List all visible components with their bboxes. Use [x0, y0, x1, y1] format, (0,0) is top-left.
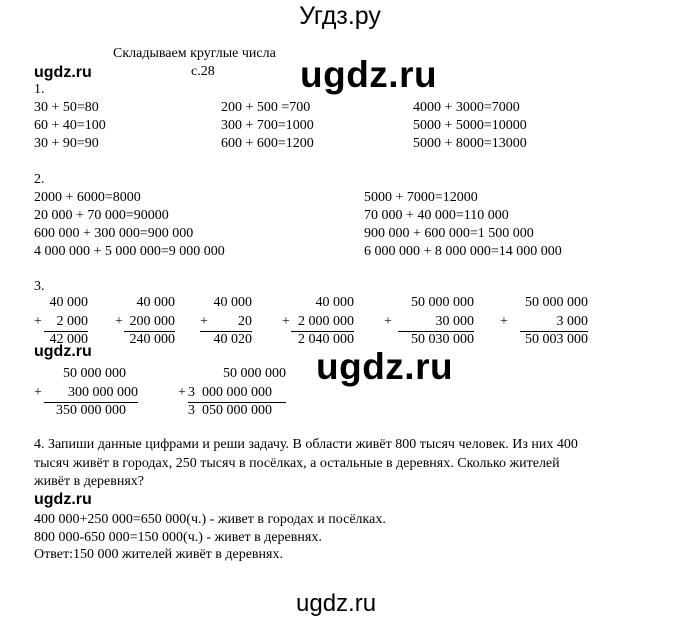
watermark-small: ugdz.ru	[34, 64, 92, 81]
addend: 3 000 000 000	[188, 384, 286, 403]
addend: 40 000	[315, 295, 354, 310]
watermark-bottom: ugdz.ru	[296, 590, 377, 617]
addend: 50 000 000	[411, 295, 474, 310]
task2-cell: 600 000 + 300 000=900 000	[34, 226, 194, 241]
sum: 42 000	[49, 332, 88, 347]
sum: 40 020	[213, 332, 252, 347]
addend: 2 000	[44, 313, 88, 332]
plus-sign: +	[178, 385, 186, 400]
task1-cell: 4000 + 3000=7000	[413, 100, 520, 115]
lesson-title: Складываем круглые числа	[113, 46, 276, 61]
plus-sign: +	[500, 314, 508, 329]
task2-cell: 4 000 000 + 5 000 000=9 000 000	[34, 244, 225, 259]
task4-solution-line: 400 000+250 000=650 000(ч.) - живет в городах и посёлках.	[34, 512, 386, 527]
addend: 3 000	[520, 313, 588, 332]
addend: 20	[200, 313, 252, 332]
watermark-big: ugdz.ru	[300, 54, 438, 95]
task1-cell: 60 + 40=100	[34, 118, 106, 133]
sum: 240 000	[129, 332, 175, 347]
task2-cell: 2000 + 6000=8000	[34, 190, 141, 205]
addend: 200 000	[124, 313, 175, 332]
addend: 40 000	[136, 295, 175, 310]
page-number: с.28	[191, 64, 215, 79]
task1-cell: 600 + 600=1200	[221, 136, 314, 151]
task2-number: 2.	[34, 172, 45, 187]
watermark-small: ugdz.ru	[34, 491, 92, 508]
task1-cell: 5000 + 8000=13000	[413, 136, 527, 151]
addend: 50 000 000	[525, 295, 588, 310]
addend: 40 000	[49, 295, 88, 310]
sum: 50 030 000	[411, 332, 474, 347]
addend: 50 000 000	[63, 366, 126, 381]
task1-cell: 5000 + 5000=10000	[413, 118, 527, 133]
task1-cell: 30 + 90=90	[34, 136, 99, 151]
task1-cell: 200 + 500 =700	[221, 100, 311, 115]
task2-cell: 20 000 + 70 000=90000	[34, 208, 169, 223]
sum: 350 000 000	[56, 403, 126, 418]
watermark-big: ugdz.ru	[316, 346, 454, 387]
task2-cell: 900 000 + 600 000=1 500 000	[364, 226, 534, 241]
task4-text-line: живёт в деревнях?	[34, 474, 145, 489]
plus-sign: +	[200, 314, 208, 329]
addend: 40 000	[213, 295, 252, 310]
task4-text-line: 4. Запиши данные цифрами и реши задачу. В области живёт 800 тысяч человек. Из них 400	[34, 437, 578, 452]
task1-number: 1.	[34, 82, 45, 97]
task4-solution-line: 800 000-650 000=150 000(ч.) - живет в деревнях.	[34, 530, 322, 545]
addend: 2 000 000	[291, 313, 354, 332]
plus-sign: +	[384, 314, 392, 329]
task4-answer: Ответ:150 000 жителей живёт в деревнях.	[34, 547, 283, 562]
plus-sign: +	[115, 314, 123, 329]
task2-cell: 5000 + 7000=12000	[364, 190, 478, 205]
sum: 50 003 000	[525, 332, 588, 347]
sum: 2 040 000	[298, 332, 354, 347]
addend: 50 000 000	[223, 366, 286, 381]
addend: 300 000 000	[44, 384, 138, 403]
task3-number: 3.	[34, 279, 45, 294]
task2-cell: 70 000 + 40 000=110 000	[364, 208, 509, 223]
addend: 30 000	[398, 313, 474, 332]
task2-cell: 6 000 000 + 8 000 000=14 000 000	[364, 244, 562, 259]
sum: 3 050 000 000	[188, 403, 272, 418]
task1-cell: 300 + 700=1000	[221, 118, 314, 133]
task4-text-line: тысяч живёт в городах, 250 тысяч в посёлках, а остальные в деревнях. Сколько жителей	[34, 456, 560, 471]
plus-sign: +	[34, 385, 42, 400]
plus-sign: +	[34, 314, 42, 329]
task1-cell: 30 + 50=80	[34, 100, 99, 115]
watermark-small: ugdz.ru	[34, 343, 92, 360]
site-title: Угдз.ру	[299, 2, 381, 30]
plus-sign: +	[282, 314, 290, 329]
